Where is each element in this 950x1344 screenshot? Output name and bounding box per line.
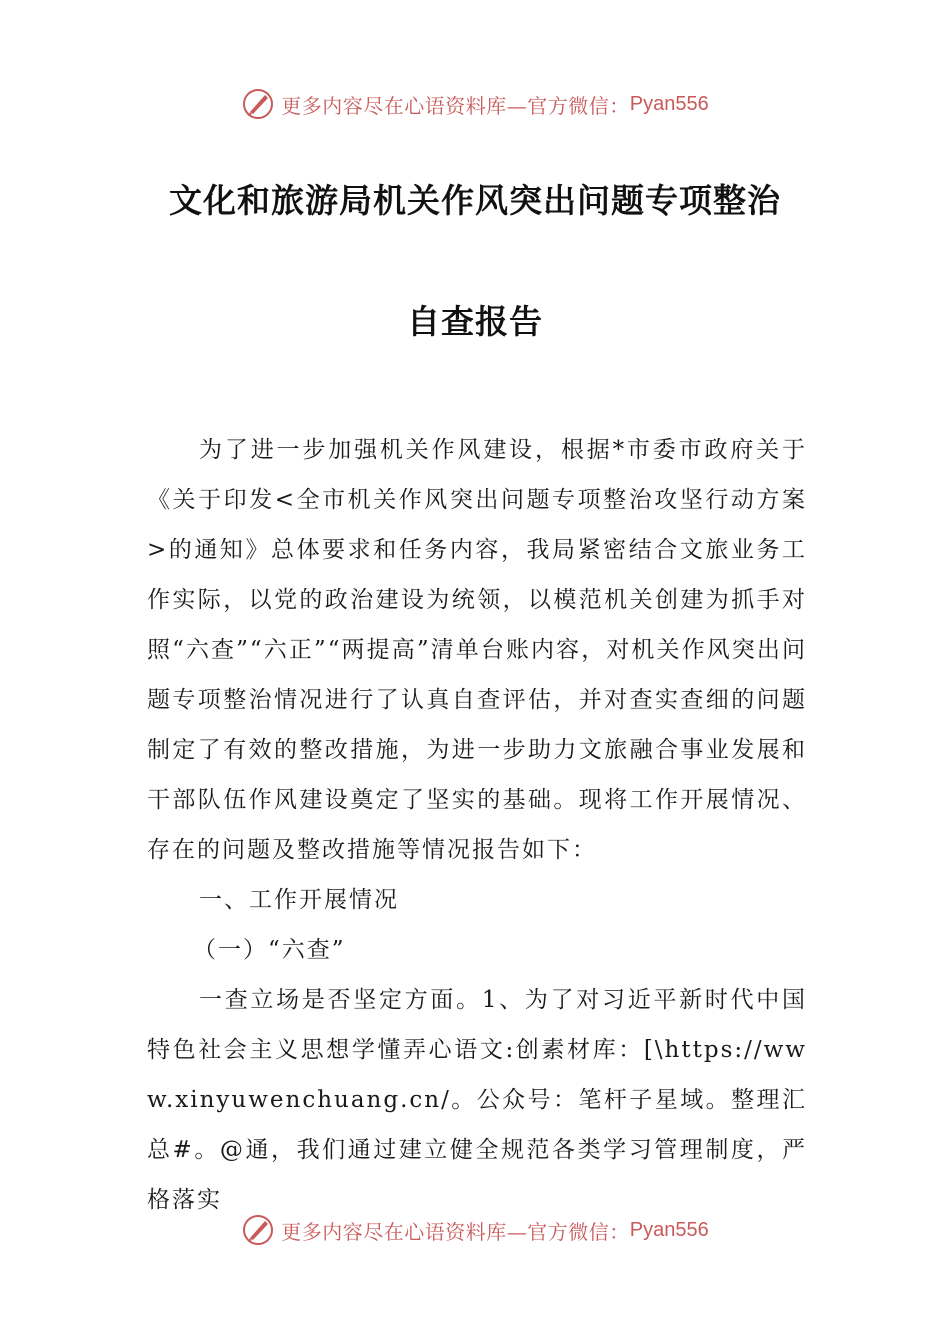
intro-paragraph: 为了进一步加强机关作风建设，根据*市委市政府关于《关于印发<全市机关作风突出问题专项整治攻坚行动方案>的通知》总体要求和任务内容，我局紧密结合文旅业务工作实际，以党的政治建设为统领，以模范机关创建为抓手对照“六查”“六正”“两提高”清单台账内容，对机关作风突出问题专项整治情况进行了认真自查评估，并对查实查细的问题制定了有效的整改措施，为进一步助力文旅融合事业发展和干部队伍作风建设奠定了坚实的基础。现将工作开展情况、存在的问题及整改措施等情况报告如下： bbox=[147, 437, 807, 863]
quill-pen-icon bbox=[241, 87, 275, 121]
document-title-line1: 文化和旅游局机关作风突出问题专项整治 bbox=[169, 181, 781, 220]
subsection-heading: （一）“六查” bbox=[193, 937, 346, 963]
document-body bbox=[147, 425, 807, 1225]
watermark-banner-top bbox=[0, 82, 950, 126]
item-paragraph: 一查立场是否坚定方面。1、为了对习近平新时代中国特色社会主义思想学懂弄心语文:创素材库：[\https://www.xinyuwenchuang.cn/。公众号：笔杆子星域。整理汇总#。@通，我们通过建立健全规范各类学习管理制度，严格落实 bbox=[147, 987, 807, 1213]
watermark-text: 更多内容尽在心语资料库—官方微信： bbox=[281, 1219, 630, 1244]
watermark-wechat-id: Pyan556 bbox=[629, 92, 709, 115]
section-heading: 一、工作开展情况 bbox=[199, 887, 399, 913]
watermark-wechat-id: Pyan556 bbox=[629, 1218, 709, 1241]
watermark-banner-bottom bbox=[0, 1208, 950, 1252]
document-title-line2: 自查报告 bbox=[407, 302, 543, 341]
watermark-text: 更多内容尽在心语资料库—官方微信： bbox=[281, 93, 630, 118]
quill-pen-icon bbox=[241, 1213, 275, 1247]
